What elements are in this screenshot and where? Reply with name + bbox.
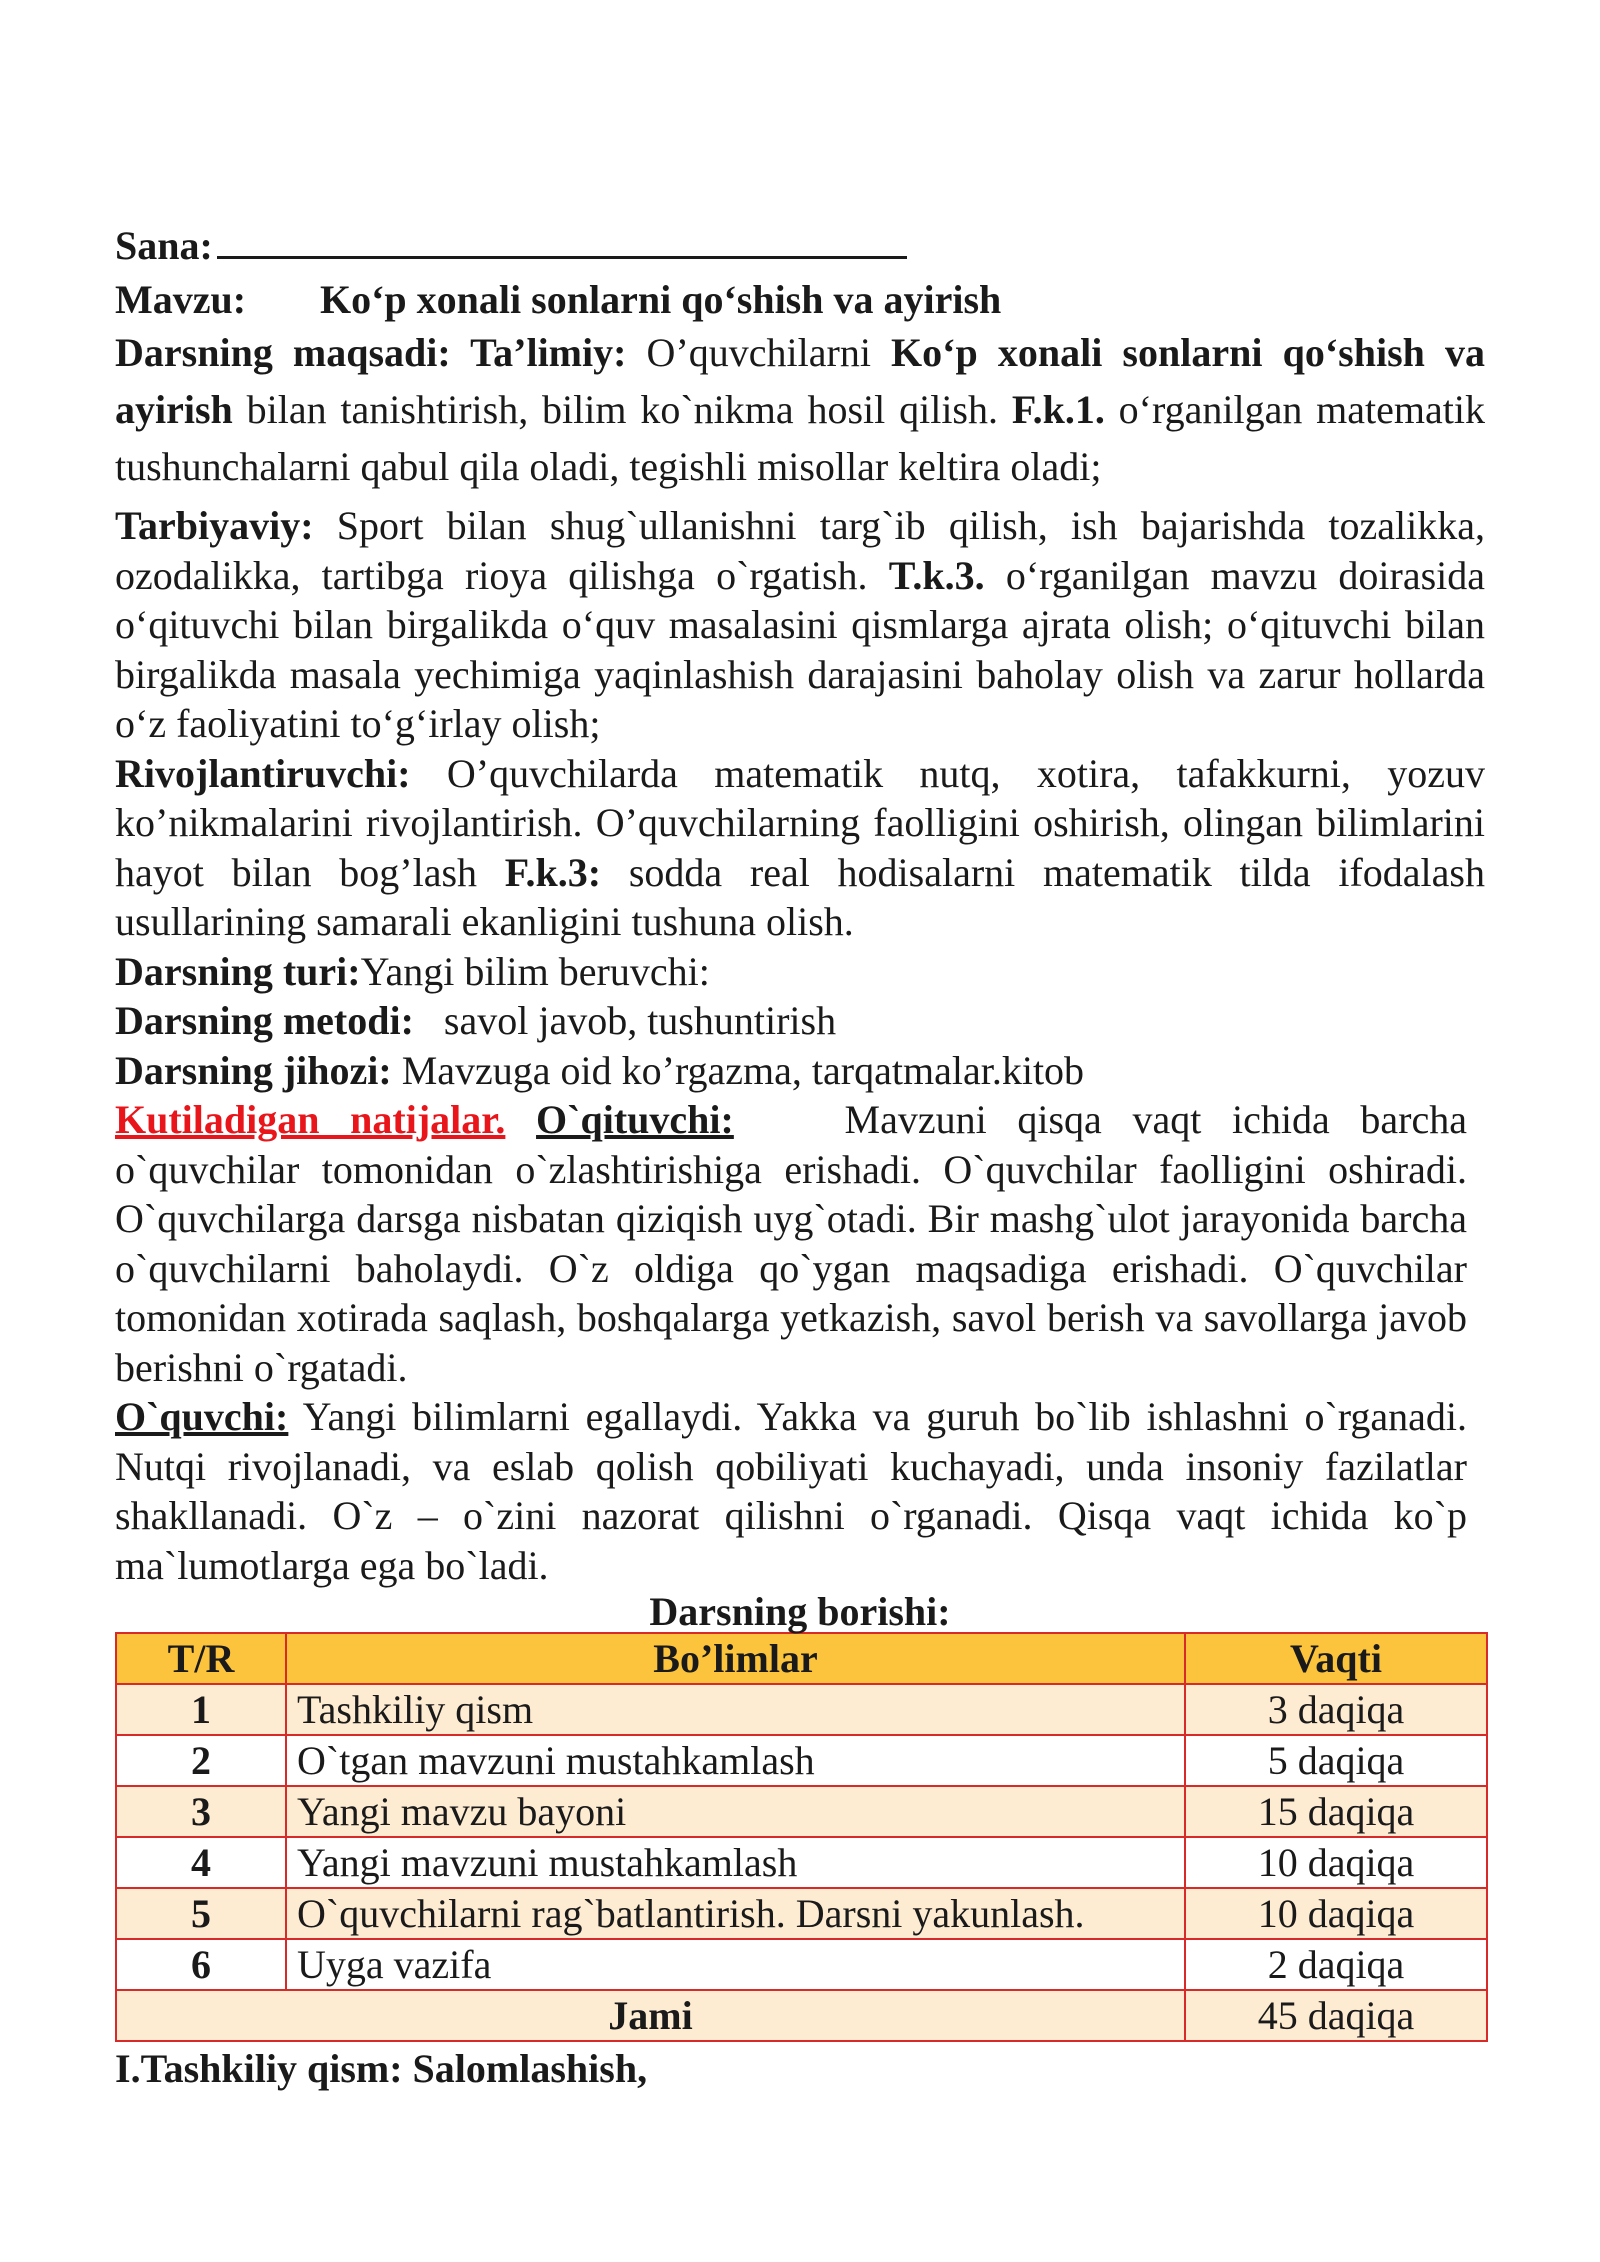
goals-text-2: bilan tanishtirish, bilim ko`nikma hosil qilish. — [232, 387, 1012, 432]
developing-fk3: F.k.3: — [504, 849, 602, 895]
table-cell-number: 6 — [116, 1939, 286, 1990]
table-row — [116, 1939, 1487, 1990]
lesson-type-value: Yangi bilim beruvchi: — [360, 948, 710, 994]
educational-text-2: o‘rganilgan mavzu doirasida o‘qituvchi bilan birgalikda o‘quv masalasini qismlarga ajrata olish; o‘qituvchi bilan birgalikda masala yechimiga yaqinlashish darajasini baholay olish va zarur hollarda o‘z faoliyatini to‘g‘irlay olish; — [115, 552, 1485, 746]
table-row — [116, 1735, 1487, 1786]
topic-label: Mavzu: — [115, 276, 247, 322]
lesson-equipment-line — [115, 1046, 1485, 1096]
lesson-plan-table — [115, 1632, 1488, 2042]
table-header-row — [116, 1633, 1487, 1684]
table-cell-time: 2 daqiqa — [1185, 1939, 1487, 1990]
goals-text-1: O’quvchilarni — [626, 330, 892, 375]
table-cell-section: O`tgan mavzuni mustahkamlash — [286, 1735, 1185, 1786]
table-cell-time: 3 daqiqa — [1185, 1684, 1487, 1735]
table-cell-number: 3 — [116, 1786, 286, 1837]
outcomes-student-paragraph — [115, 1392, 1467, 1590]
document-page — [115, 220, 1485, 2094]
table-total-value: 45 daqiqa — [1185, 1990, 1487, 2041]
table-header-sections: Bo’limlar — [286, 1633, 1185, 1684]
outcomes-student-label: O`quvchi: — [115, 1394, 289, 1439]
topic-title: Ko‘p xonali sonlarni qo‘shish va ayirish — [320, 276, 1002, 322]
table-row — [116, 1837, 1487, 1888]
table-row — [116, 1786, 1487, 1837]
outcomes-teacher-label: O`qituvchi: — [536, 1097, 734, 1142]
topic-line — [115, 275, 1485, 325]
table-cell-section: Tashkiliy qism — [286, 1684, 1185, 1735]
lesson-equipment-value: Mavzuga oid ko’rgazma, tarqatmalar.kitob — [391, 1047, 1085, 1093]
lesson-method-label: Darsning metodi: — [115, 998, 414, 1043]
outcomes-student-text: Yangi bilimlarni egallaydi. Yakka va guruh bo`lib ishlashni o`rganadi. Nutqi rivojlanadi, va eslab qolish qobiliyati kuchayadi, unda insoniy fazilatlar shakllanadi. O`z – o`zini nazorat qilishni o`rganadi. Qisqa vaqt ichida ko`p ma`lumotlarga ega bo`ladi. — [115, 1394, 1467, 1588]
date-label: Sana: — [115, 223, 213, 268]
outcomes-label: Kutiladigan natijalar. — [115, 1097, 506, 1142]
date-blank-line — [217, 220, 907, 259]
goals-text-3: o‘rganilgan matematik tushunchalarni qabul qila oladi, tegishli misollar keltira oladi; — [115, 387, 1485, 489]
goals-fk1: F.k.1. — [1011, 387, 1105, 432]
table-row — [116, 1684, 1487, 1735]
developing-text-1: O’quvchilarda matematik nutq, xotira, tafakkurni, yozuv ko’nikmalarini rivojlantirish. O’quvchilarning faolligini oshirish, olingan bilimlarini hayot bilan bog’lash — [115, 750, 1485, 895]
lesson-method-line — [115, 996, 1485, 1046]
table-cell-section: O`quvchilarni rag`batlantirish. Darsni yakunlash. — [286, 1888, 1185, 1939]
table-cell-number: 4 — [116, 1837, 286, 1888]
lesson-type-label: Darsning turi: — [115, 948, 361, 994]
plan-title: Darsning borishi: — [649, 1589, 951, 1634]
developing-paragraph — [115, 749, 1485, 947]
table-cell-time: 5 daqiqa — [1185, 1735, 1487, 1786]
table-cell-time: 15 daqiqa — [1185, 1786, 1487, 1837]
table-cell-section: Yangi mavzu bayoni — [286, 1786, 1185, 1837]
table-total-label: Jami — [116, 1990, 1185, 2041]
outcomes-teacher-text: Mavzuni qisqa vaqt ichida barcha o`quvchilar tomonidan o`zlashtirishiga erishadi. O`quvchilar faolligini oshiradi. O`quvchilarga darsga nisbatan qiziqish uyg`otadi. Bir mashg`ulot jarayonida barcha o`quvchilarni baholaydi. O`z oldiga qo`ygan maqsadiga erishadi. O`quvchilar tomonidan xotirada saqlash, boshqalarga yetkazish, savol berish va savollarga javob berishni o`rgatadi. — [115, 1097, 1467, 1390]
developing-label: Rivojlantiruvchi: — [115, 750, 411, 796]
goals-topic-bold: Ko‘p xonali sonlarni qo‘shish va ayirish — [115, 330, 1485, 432]
lesson-equipment-label: Darsning jihozi: — [115, 1047, 392, 1093]
table-header-time: Vaqti — [1185, 1633, 1487, 1684]
outcomes-teacher-paragraph — [115, 1095, 1467, 1392]
date-line — [115, 220, 1485, 271]
educational-paragraph — [115, 501, 1485, 749]
educational-text-1: Sport bilan shug`ullanishni targ`ib qilish, ish bajarishda tozalikka, ozodalikka, tartibga rioya qilishga o`rgatish. — [115, 503, 1485, 598]
goals-paragraph — [115, 324, 1485, 495]
table-header-tr: T/R — [116, 1633, 286, 1684]
educational-label: Tarbiyaviy: — [115, 503, 314, 548]
table-total-row — [116, 1990, 1487, 2041]
table-cell-number: 1 — [116, 1684, 286, 1735]
table-cell-section: Yangi mavzuni mustahkamlash — [286, 1837, 1185, 1888]
educational-tk3: T.k.3. — [888, 552, 985, 598]
table-row — [116, 1888, 1487, 1939]
table-cell-number: 2 — [116, 1735, 286, 1786]
organizational-part-heading: I.Tashkiliy qism: Salomlashish, — [115, 2046, 648, 2091]
table-cell-section: Uyga vazifa — [286, 1939, 1185, 1990]
table-cell-time: 10 daqiqa — [1185, 1837, 1487, 1888]
table-cell-number: 5 — [116, 1888, 286, 1939]
goals-label: Darsning maqsadi: Ta’limiy: — [115, 330, 627, 375]
table-cell-time: 10 daqiqa — [1185, 1888, 1487, 1939]
lesson-method-value: savol javob, tushuntirish — [413, 998, 837, 1043]
lesson-type-line — [115, 947, 1485, 997]
developing-text-2: sodda real hodisalarni matematik tilda ifodalash usullarining samarali ekanligini tushuna olish. — [115, 849, 1485, 944]
